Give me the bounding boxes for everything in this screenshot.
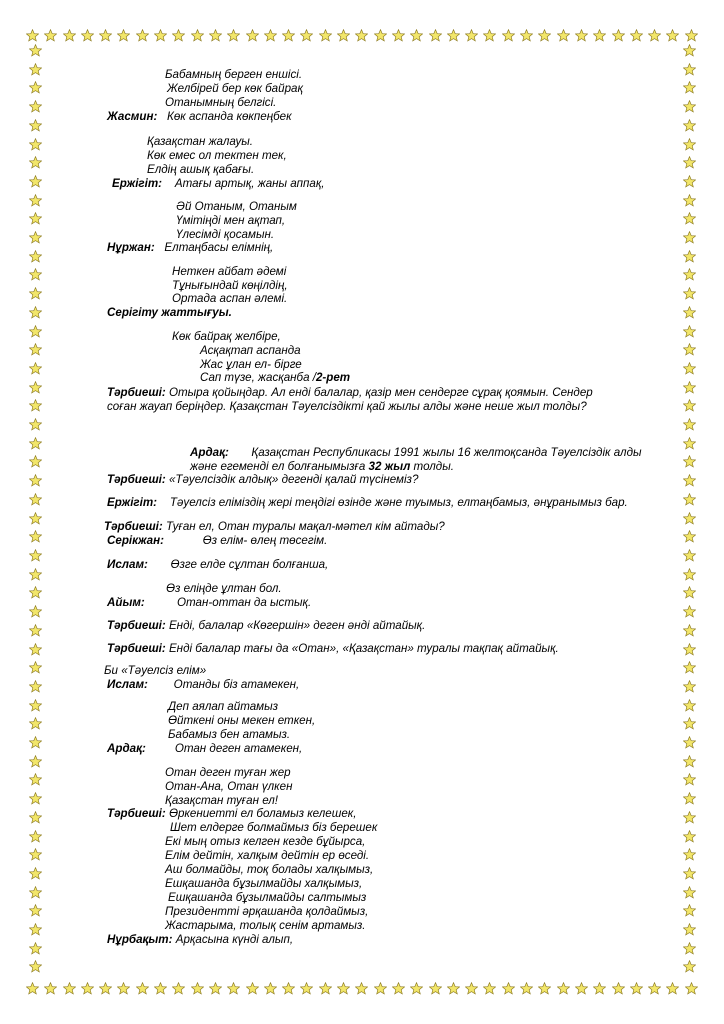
verse-line: Жас ұлан ел- бірге xyxy=(200,358,302,371)
line-text: Отыра қойыңдар. Ал енді балалар, қазір мен сендерге сұрақ қоямын. Сендер соған жауап беріңдер. Қазақстан Тәуелсіздікті қай жылы алды және неше жыл толды? xyxy=(107,386,593,413)
speaker-name: Ержігіт: xyxy=(107,496,157,509)
verse-line: Әй Отаным, Отаным xyxy=(176,200,297,213)
line-text: «Тәуелсіздік алдық» дегенді қалай түсінеміз? xyxy=(168,473,419,486)
line-text: Туған ел, Отан туралы мақал-мәтел кім айтады? xyxy=(165,520,445,533)
verse-line: Жастарыма, толық сенім артамыз. xyxy=(165,919,366,932)
verse-line: Үлесімді қосамын. xyxy=(176,228,275,241)
verse-line xyxy=(200,371,350,385)
line-text: Енді балалар тағы да «Отан», «Қазақстан» туралы тақпақ айтайық. xyxy=(168,642,559,655)
speaker-name: Ислам: xyxy=(107,678,148,691)
dialogue-line xyxy=(107,534,327,548)
verse-line: Өйткені оны мекен еткен, xyxy=(168,714,316,727)
dialogue-line xyxy=(107,110,292,124)
verse-line: Отанымның белгісі. xyxy=(165,96,277,109)
dialogue-line xyxy=(190,446,670,474)
speaker-name: Ислам: xyxy=(107,558,148,571)
dialogue-line xyxy=(107,807,357,821)
line-text-bold: 32 жыл xyxy=(368,460,411,473)
repeat-note: 2-рет xyxy=(315,371,351,384)
verse-line: Елім дейтін, халқым дейтін ер өседі. xyxy=(165,849,370,862)
verse-line: Деп аялап айтамыз xyxy=(168,700,279,713)
line-text: Енді, балалар «Көгершін» деген әнді айтайық. xyxy=(168,619,426,632)
dialogue-line xyxy=(107,642,559,656)
verse-line: Президентті әрқашанда қолдаймыз, xyxy=(165,905,369,918)
verse-line: Шет елдерге болмаймыз біз берешек xyxy=(170,821,378,834)
line-text: Сап түзе, жасқанба / xyxy=(200,371,316,384)
dialogue-line xyxy=(107,558,328,572)
dialogue-line xyxy=(107,678,299,692)
speaker-name: Тәрбиеші: xyxy=(107,619,166,632)
dialogue-line xyxy=(104,520,445,534)
speaker-name: Тәрбиеші: xyxy=(107,642,166,655)
line-text: Қазақстан Республикасы 1991 жылы 16 желтоқсанда Тәуелсіздік алды және егеменді ел болғанымызға xyxy=(190,446,642,473)
verse-line: Екі мың отыз келген кезде бұйырса, xyxy=(165,835,366,848)
line-text: Атағы артық, жаны аппақ, xyxy=(174,177,325,190)
speaker-name: Жасмин: xyxy=(107,110,158,123)
line-text: Өз елім- өлең төсегім. xyxy=(202,534,328,547)
speaker-name: Серікжан: xyxy=(107,534,164,547)
verse-line: Асқақтап аспанда xyxy=(200,344,301,357)
dialogue-line xyxy=(107,241,273,255)
verse-line: Үмітіңді мен ақтап, xyxy=(176,214,286,227)
dance-title: Би «Тәуелсіз елім» xyxy=(104,664,207,677)
speaker-name: Тәрбиеші: xyxy=(107,807,166,820)
verse-line: Көк емес ол тектен тек, xyxy=(147,149,287,162)
line-text: Отан деген атамекен, xyxy=(174,742,303,755)
line-text: Өркениетті ел боламыз келешек, xyxy=(168,807,357,820)
line-text: Арқасына күнді алып, xyxy=(175,933,294,946)
speaker-name: Айым: xyxy=(107,596,145,609)
speaker-name: Ардақ: xyxy=(190,446,229,459)
dialogue-line xyxy=(107,619,425,633)
speaker-name: Тәрбиеші: xyxy=(104,520,163,533)
verse-line: Қазақстан жалауы. xyxy=(147,135,254,148)
verse-line: Ешқашанда бұзылмайды халқымыз, xyxy=(165,877,363,890)
verse-line: Неткен айбат әдемі xyxy=(172,265,287,278)
verse-line: Отан деген туған жер xyxy=(165,766,291,779)
speaker-name: Тәрбиеші: xyxy=(107,386,166,399)
line-text: Тәуелсіз еліміздің жері теңдігі өзінде және туымыз, елтаңбамыз, әнұранымыз бар. xyxy=(169,496,628,509)
dialogue-line xyxy=(107,596,311,610)
verse-line: Елдің ашық қабағы. xyxy=(147,163,255,176)
section-heading: Серігіту жаттығуы. xyxy=(107,306,232,319)
line-text: Өзге елде сұлтан болғанша, xyxy=(170,558,329,571)
verse-line: Ортада аспан әлемі. xyxy=(172,292,288,305)
verse-line: Аш болмайды, тоқ болады халқымыз, xyxy=(165,863,374,876)
dialogue-line xyxy=(112,177,325,191)
dialogue-line xyxy=(107,933,293,947)
line-text: Көк аспанда көкпеңбек xyxy=(166,110,292,123)
speaker-name: Ержігіт: xyxy=(112,177,162,190)
speaker-name: Тәрбиеші: xyxy=(107,473,166,486)
verse-line: Бабамның берген еншісі. xyxy=(165,68,303,81)
dialogue-line xyxy=(107,473,418,487)
verse-line: Қазақстан туған ел! xyxy=(165,794,279,807)
dialogue-line xyxy=(107,496,628,510)
verse-line: Тұнығындай көңілдің, xyxy=(172,279,288,292)
dialogue-line xyxy=(107,742,302,756)
line-text: Отан-оттан да ыстық. xyxy=(177,596,312,609)
verse-line: Желбірей бер көк байрақ xyxy=(167,82,303,95)
dialogue-line xyxy=(107,386,607,414)
speaker-name: Нұржан: xyxy=(107,241,155,254)
speaker-name: Нұрбақыт: xyxy=(107,933,173,946)
verse-line: Көк байрақ желбіре, xyxy=(172,330,281,343)
line-text: Отанды біз атамекен, xyxy=(173,678,300,691)
line-text: Елтаңбасы елімнің, xyxy=(164,241,274,254)
verse-line: Ешқашанда бұзылмайды салтымыз xyxy=(168,891,367,904)
verse-line: Өз еліңде ұлтан бол. xyxy=(166,582,282,595)
verse-line: Бабамыз бен атамыз. xyxy=(168,728,291,741)
speaker-name: Ардақ: xyxy=(107,742,146,755)
line-text: толды. xyxy=(410,460,454,473)
verse-line: Отан-Ана, Отан үлкен xyxy=(165,780,293,793)
